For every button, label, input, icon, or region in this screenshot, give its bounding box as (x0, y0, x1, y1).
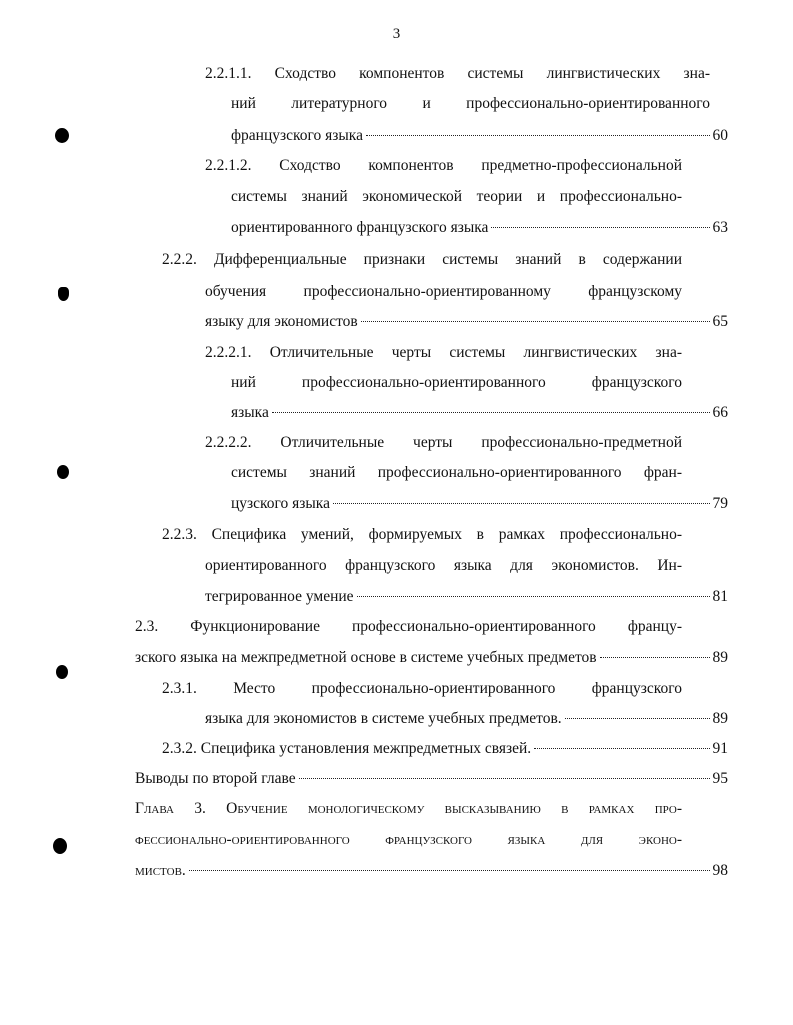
toc-entry-last-line (231, 494, 728, 514)
scan-blot (53, 838, 67, 854)
toc-page-number: 98 (712, 862, 728, 879)
toc-entry-last-line (162, 739, 728, 759)
dot-leader (357, 596, 710, 597)
toc-entry-line: системы знаний экономической теории и профессионально- (231, 188, 682, 205)
dot-leader (299, 778, 710, 779)
toc-entry-line: 2.2.1.1. Сходство компонентов системы лингвистических зна- (205, 65, 710, 82)
toc-page-number: 66 (712, 404, 728, 421)
toc-entry-last-line (135, 861, 728, 881)
toc-entry-line: 2.2.2. Дифференциальные признаки системы знаний в содержании (162, 251, 682, 268)
scan-blot (56, 665, 68, 679)
toc-entry-text: французского языка (231, 127, 363, 144)
toc-entry-line: ний литературного и профессионально-ориентированного (231, 95, 710, 112)
toc-entry-text: языка (231, 404, 269, 421)
dot-leader (272, 412, 710, 413)
toc-entry-line: Глава 3. Обучение монологическому высказыванию в рамках про- (135, 800, 682, 817)
toc-entry-text: 2.3.2. Специфика установления межпредметных связей. (162, 740, 532, 757)
toc-entry-last-line (205, 709, 728, 729)
dot-leader (366, 135, 710, 136)
toc-page-number: 60 (712, 127, 728, 144)
toc-entry-text: языку для экономистов (205, 313, 358, 330)
toc-entry-line: обучения профессионально-ориентированному французскому (205, 283, 682, 300)
toc-page-number: 81 (712, 588, 728, 605)
dot-leader (565, 718, 710, 719)
toc-page-number: 63 (712, 219, 728, 236)
toc-page-number: 91 (712, 740, 728, 757)
scan-blot (55, 128, 69, 143)
toc-entry-line: 2.3.1. Место профессионально-ориентированного французского (162, 680, 682, 697)
toc-entry-line: 2.2.2.1. Отличительные черты системы лингвистических зна- (205, 344, 682, 361)
page-number: 3 (392, 26, 401, 42)
dot-leader (361, 321, 710, 322)
toc-entry-line: ориентированного французского языка для экономистов. Ин- (205, 557, 682, 574)
toc-entry-line: ний профессионально-ориентированного французского (231, 374, 682, 391)
toc-entry-line: 2.2.1.2. Сходство компонентов предметно-профессиональной (205, 157, 682, 174)
dot-leader (189, 870, 710, 871)
scan-blot (58, 287, 69, 301)
toc-entry-line: фессионально-ориентированного французского языка для эконо- (135, 831, 682, 848)
dot-leader (491, 227, 709, 228)
dot-leader (333, 503, 710, 504)
toc-entry-text: ориентированного французского языка (231, 219, 489, 236)
toc-entry-line: системы знаний профессионально-ориентированного фран- (231, 464, 682, 481)
toc-entry-text: мистов. (135, 862, 186, 879)
toc-entry-last-line (205, 587, 728, 607)
toc-page-number: 65 (712, 313, 728, 330)
dot-leader (534, 748, 709, 749)
toc-page-number: 89 (712, 710, 728, 727)
toc-entry-last-line (135, 648, 728, 668)
toc-entry-last-line (231, 126, 728, 146)
toc-entry-last-line (231, 403, 728, 423)
toc-page-number: 89 (712, 649, 728, 666)
toc-entry-text: зского языка на межпредметной основе в системе учебных предметов (135, 649, 597, 666)
toc-entry-last-line (135, 769, 728, 789)
toc-entry-last-line (231, 218, 728, 238)
toc-entry-text: Выводы по второй главе (135, 770, 296, 787)
toc-page-number: 95 (712, 770, 728, 787)
toc-entry-text: цузского языка (231, 495, 330, 512)
toc-entry-text: тегрированное умение (205, 588, 354, 605)
toc-entry-line: 2.2.2.2. Отличительные черты профессионально-предметной (205, 434, 682, 451)
toc-entry-last-line (205, 312, 728, 332)
toc-entry-text: языка для экономистов в системе учебных предметов. (205, 710, 562, 727)
toc-entry-line: 2.3. Функционирование профессионально-ориентированного францу- (135, 618, 682, 635)
toc-page-number: 79 (712, 495, 728, 512)
scan-blot (57, 465, 69, 479)
dot-leader (600, 657, 710, 658)
toc-entry-line: 2.2.3. Специфика умений, формируемых в рамках профессионально- (162, 526, 682, 543)
